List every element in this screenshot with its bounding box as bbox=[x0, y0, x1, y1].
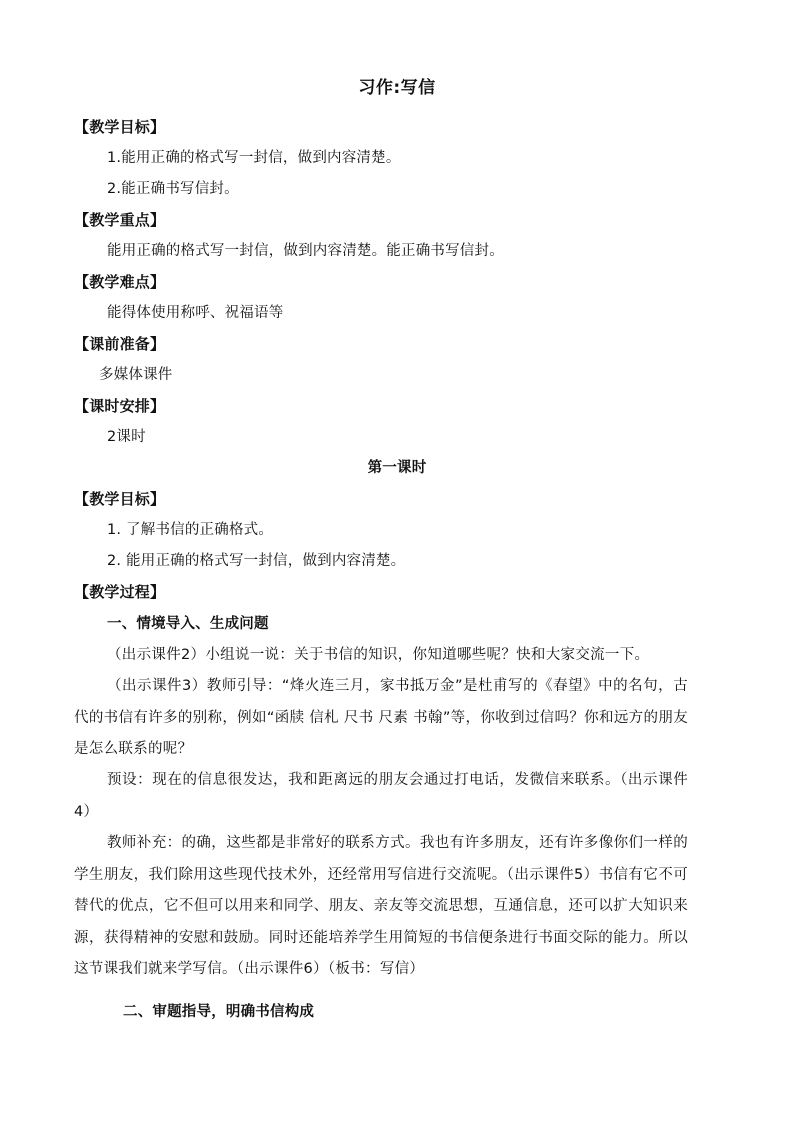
step-2-heading: 二、审题指导，明确书信构成 bbox=[123, 1004, 315, 1020]
difficulty-text: 能得体使用称呼、祝福语等 bbox=[107, 305, 284, 321]
process-heading: 【教学过程】 bbox=[74, 583, 166, 601]
paragraph-2: （出示课件3）教师引导：“烽火连三月，家书抵万金”是杜甫写的《春望》中的名句，古代的书信有许多的别称，例如“函牍 信札 尺书 尺素 书翰”等，你收到过信吗？你和远方的朋友是怎么联系的呢？ bbox=[74, 678, 688, 757]
lesson-goals-heading: 【教学目标】 bbox=[74, 490, 166, 508]
paragraph-4: 教师补充：的确，这些都是非常好的联系方式。我也有许多朋友，还有许多像你们一样的学生朋友，我们除用这些现代技术外，还经常用写信进行交流呢。（出示课件5）书信有它不可替代的优点，它不但可以用来和同学、朋友、亲友等交流思想，互通信息，还可以扩大知识来源，获得精神的安慰和鼓励。同时还能培养学生用简短的书信便条进行书面交际的能力。所以这节课我们就来学写信。（出示课件6）（板书：写信） bbox=[74, 835, 688, 977]
paragraph-3: 预设：现在的信息很发达，我和距离远的朋友会通过打电话，发微信来联系。（出示课件4） bbox=[74, 772, 688, 820]
focus-heading: 【教学重点】 bbox=[74, 211, 166, 229]
step-1-heading: 一、情境导入、生成问题 bbox=[107, 616, 269, 632]
goal-item-1: 1.能用正确的格式写一封信，做到内容清楚。 bbox=[107, 150, 401, 166]
prep-text: 多媒体课件 bbox=[99, 367, 173, 383]
difficulty-heading: 【教学难点】 bbox=[74, 273, 166, 291]
page-title: 习作:写信 bbox=[358, 78, 436, 98]
paragraph-1: （出示课件2）小组说一说：关于书信的知识，你知道哪些呢？快和大家交流一下。 bbox=[107, 647, 650, 663]
schedule-heading: 【课时安排】 bbox=[74, 397, 166, 415]
schedule-text: 2课时 bbox=[107, 429, 146, 445]
lesson-goal-item-1: 1. 了解书信的正确格式。 bbox=[107, 522, 274, 538]
goals-heading: 【教学目标】 bbox=[74, 118, 166, 136]
lesson-title: 第一课时 bbox=[367, 460, 427, 476]
focus-text: 能用正确的格式写一封信，做到内容清楚。能正确书写信封。 bbox=[107, 243, 504, 259]
prep-heading: 【课前准备】 bbox=[74, 335, 166, 353]
goal-item-2: 2.能正确书写信封。 bbox=[107, 181, 239, 197]
lesson-goal-item-2: 2. 能用正确的格式写一封信，做到内容清楚。 bbox=[107, 553, 406, 569]
